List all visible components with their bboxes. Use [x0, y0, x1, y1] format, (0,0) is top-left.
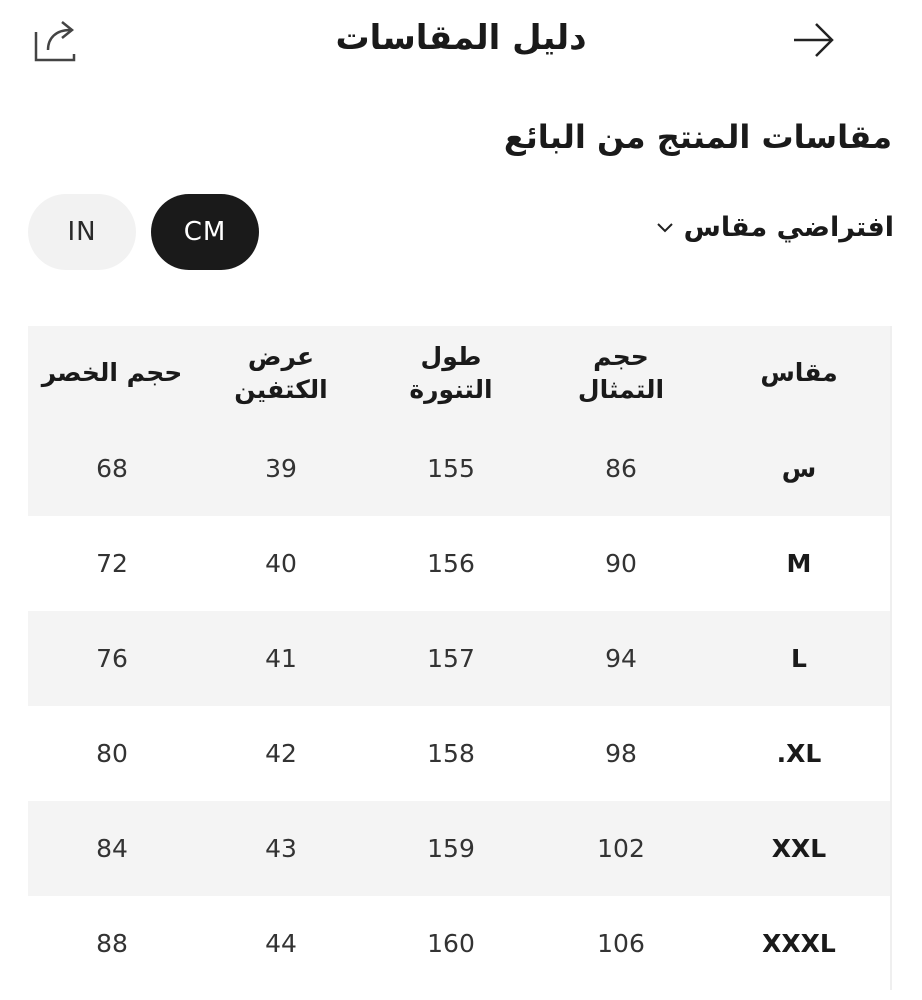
skirt-length-cell: 155 — [427, 454, 475, 483]
skirt-length-cell: 158 — [427, 739, 475, 768]
shoulder-width-cell: 42 — [265, 739, 297, 768]
size-cell: س — [781, 454, 817, 483]
bust-cell: 106 — [597, 929, 645, 958]
waist-cell: 88 — [96, 929, 128, 958]
size-cell: M — [786, 549, 812, 578]
size-type-label: افتراضي مقاس — [683, 212, 894, 243]
section-title: مقاسات المنتج من البائع — [503, 118, 892, 156]
table-row — [28, 896, 892, 991]
chevron-down-icon — [656, 222, 674, 234]
back-button[interactable] — [790, 16, 838, 64]
table-row — [28, 611, 892, 706]
column-header-bust: حجم التمثال — [577, 342, 665, 404]
skirt-length-cell: 159 — [427, 834, 475, 863]
arrow-right-icon — [790, 16, 838, 64]
shoulder-width-cell: 43 — [265, 834, 297, 863]
size-cell: L — [791, 644, 807, 673]
bust-cell: 86 — [605, 454, 637, 483]
shoulder-width-cell: 41 — [265, 644, 297, 673]
waist-cell: 72 — [96, 549, 128, 578]
waist-cell: 84 — [96, 834, 128, 863]
top-bar — [0, 0, 922, 84]
skirt-length-cell: 157 — [427, 644, 475, 673]
waist-cell: 76 — [96, 644, 128, 673]
size-cell: XXXL — [762, 929, 836, 958]
table-header-row — [28, 326, 892, 421]
table-row — [28, 516, 892, 611]
size-cell: XXL — [771, 834, 827, 863]
waist-cell: 68 — [96, 454, 128, 483]
column-header-size: مقاس — [760, 358, 838, 388]
page-title: دليل المقاسات — [335, 18, 587, 58]
skirt-length-cell: 156 — [427, 549, 475, 578]
column-header-skirt-length: طول التنورة — [409, 342, 493, 404]
shoulder-width-cell: 44 — [265, 929, 297, 958]
bust-cell: 90 — [605, 549, 637, 578]
bust-cell: 98 — [605, 739, 637, 768]
size-table — [28, 326, 892, 991]
unit-toggle — [28, 194, 268, 270]
table-row — [28, 421, 892, 516]
shoulder-width-cell: 40 — [265, 549, 297, 578]
unit-cm-button[interactable]: CM — [151, 194, 259, 270]
table-row — [28, 706, 892, 801]
table-row — [28, 801, 892, 896]
bust-cell: 102 — [597, 834, 645, 863]
column-header-shoulder-width: عرض الكتفين — [234, 342, 328, 404]
column-header-waist: حجم الخصر — [41, 358, 183, 388]
skirt-length-cell: 160 — [427, 929, 475, 958]
unit-in-button[interactable]: IN — [28, 194, 136, 270]
size-cell: .XL — [776, 739, 822, 768]
waist-cell: 80 — [96, 739, 128, 768]
shoulder-width-cell: 39 — [265, 454, 297, 483]
size-type-dropdown[interactable] — [656, 212, 894, 243]
bust-cell: 94 — [605, 644, 637, 673]
